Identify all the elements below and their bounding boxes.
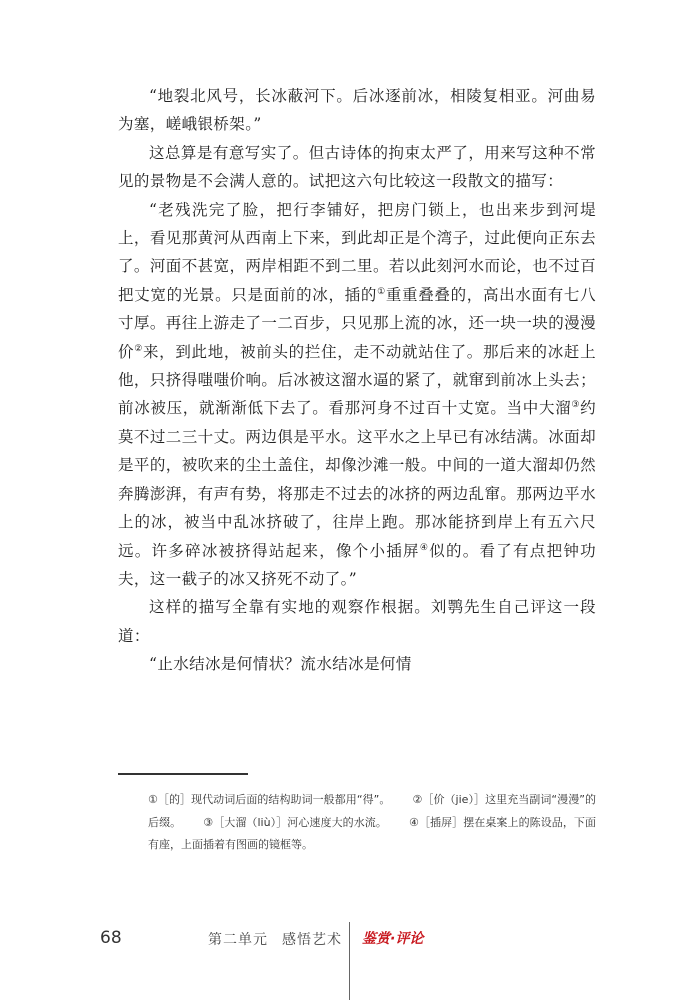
- footnote-4: ④［插屏］摆在桌案上的陈设品，下面有座，上面插着有图画的镜框等。: [148, 815, 596, 851]
- prose-part: 重重叠叠的，高出水面有七八寸厚。再往上游走了一二百步，只见那上流的冰，还一块一块的漫漫价: [118, 285, 597, 361]
- paragraph-observation: 这样的描写全靠有实地的观察作根据。刘鹗先生自己评这一段道：: [118, 598, 596, 645]
- footnote-ref: ③: [571, 400, 581, 411]
- unit-title: [208, 929, 342, 949]
- page-number: 68: [100, 928, 122, 948]
- footnotes: [148, 789, 596, 857]
- footnote-ref: ①: [377, 286, 386, 297]
- unit-name: 感悟艺术: [282, 932, 342, 948]
- unit-label: 第二单元: [208, 932, 268, 948]
- section-label: 鉴赏·评论: [362, 931, 424, 947]
- main-text: [118, 82, 596, 679]
- prose-part: 约莫不过二三十丈。两边俱是平水。这平水之上早已有冰结满。冰面却是平的，被吹来的尘土盖住，却像沙滩一般。中间的一道大溜却仍然奔腾澎湃，有声有势，将那走不过去的冰挤的两边乱窜。那两边平水上的冰，被当中乱冰挤破了，往岸上跑。那冰能挤到岸上有五六尺远。许多碎冰被挤得站起来，像个小插屏: [118, 399, 597, 560]
- footnote-ref: ②: [134, 343, 143, 354]
- footnote-ref: ④: [419, 542, 430, 553]
- prose-part: 来，到此地，被前头的拦住，走不动就站住了。那后来的冰赶上他，只挤得嗤嗤价响。后冰被这溜水逼的紧了，就窜到前冰上头去；前冰被压，就渐渐低下去了。看那河身不过百十丈宽。当中大溜: [118, 342, 597, 418]
- prose-quote: [118, 196, 596, 594]
- paragraph-comment: 这总算是有意写实了。但古诗体的拘束太严了，用来写这种不常见的景物是不会满人意的。试把这六句比较这一段散文的描写：: [118, 143, 596, 191]
- footnote-3: ③［大溜（liù）］河心速度大的水流。: [203, 815, 387, 829]
- poem-quote: “地裂北风号，长冰蔽河下。后冰逐前冰，相陵复相亚。河曲易为塞，嵯峨银桥架。”: [118, 87, 596, 134]
- footnote-divider: [118, 773, 248, 775]
- prose-part: 似的。看了有点把钟功夫，这一截子的冰又挤死不动了。”: [118, 541, 597, 588]
- footer-divider: [349, 922, 350, 1000]
- page-footer: [0, 922, 700, 1000]
- footnote-1: ①［的］现代动词后面的结构助词一般都用“得”。: [148, 793, 391, 806]
- footnote-2: ②［价（jie）］这里充当副词“漫漫”的后缀。: [148, 793, 596, 829]
- paragraph-quote-start: “止水结冰是何情状？流水结冰是何情: [149, 655, 412, 674]
- prose-part: “老残洗完了脸，把行李铺好，把房门锁上，也出来步到河堤上，看见那黄河从西南上下来，到此却正是个湾子，过此便向正东去了。河面不甚宽，两岸相距不到二里。若以此刻河水而论，也不过百把丈宽的光景。只是面前的冰，插的: [118, 200, 596, 304]
